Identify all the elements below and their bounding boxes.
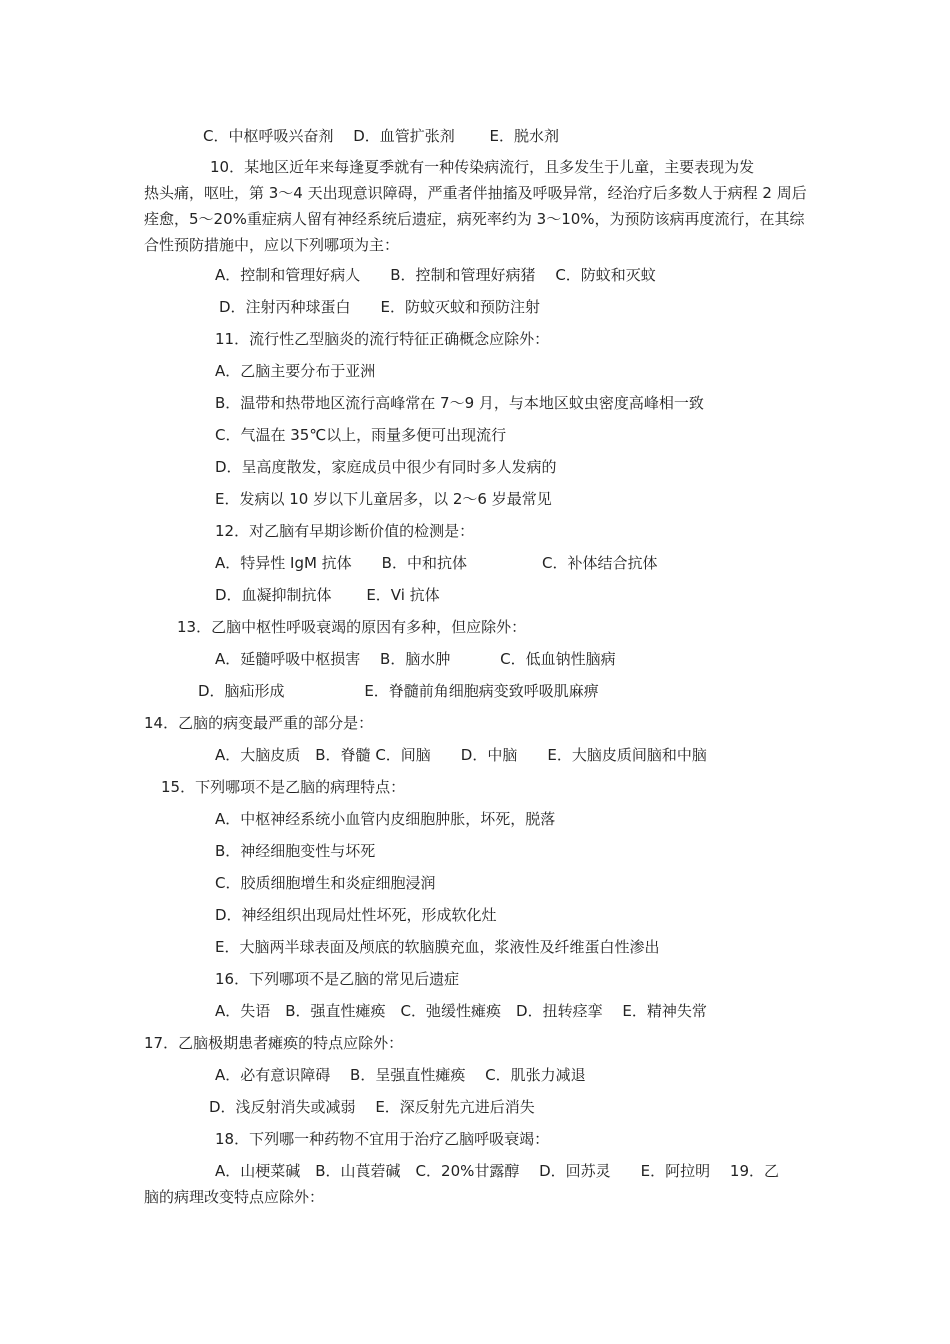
q15-option-e: E．大脑两半球表面及颅底的软脑膜充血，浆液性及纤维蛋白性渗出 bbox=[215, 938, 660, 956]
q18-options-line: A．山梗菜碱 B．山莨菪碱 C．20%甘露醇 D．回苏灵 E．阿拉明 19．乙 bbox=[215, 1162, 780, 1180]
q10-rest: 热头痛，呕吐，第 3～4 天出现意识障碍，严重者伴抽搐及呼吸异常，经治疗后多数人于病程 2 周后痊愈，5～20%重症病人留有神经系统后遗症，病死率约为 3～10%，为预防该病再度流行，在其综合性预防措施中，应以下列哪项为主： bbox=[144, 184, 807, 254]
q9-options-line: C．中枢呼吸兴奋剂 D．血管扩张剂 E．脱水剂 bbox=[203, 127, 560, 145]
q11-option-e: E．发病以 10 岁以下儿童居多，以 2～6 岁最常见 bbox=[215, 490, 552, 508]
q11-option-d: D．呈高度散发，家庭成员中很少有同时多人发病的 bbox=[215, 458, 557, 476]
q11-option-c: C．气温在 35℃以上，雨量多便可出现流行 bbox=[215, 426, 507, 444]
q15-option-b: B．神经细胞变性与坏死 bbox=[215, 842, 376, 860]
q10-options-line-2: D．注射丙种球蛋白 E．防蚊灭蚊和预防注射 bbox=[219, 298, 541, 316]
q14-question: 14．乙脑的病变最严重的部分是： bbox=[144, 714, 374, 732]
q13-options-line-2: D．脑疝形成 E．脊髓前角细胞病变致呼吸肌麻痹 bbox=[198, 682, 599, 700]
q10-question bbox=[144, 154, 808, 258]
q16-options: A．失语 B．强直性瘫痪 C．弛缓性瘫痪 D．扭转痉挛 E．精神失常 bbox=[215, 1002, 707, 1020]
q15-option-c: C．胶质细胞增生和炎症细胞浸润 bbox=[215, 874, 436, 892]
q15-option-a: A．中枢神经系统小血管内皮细胞肿胀，坏死，脱落 bbox=[215, 810, 556, 828]
q18-question: 18．下列哪一种药物不宜用于治疗乙脑呼吸衰竭： bbox=[215, 1130, 550, 1148]
q13-question: 13．乙脑中枢性呼吸衰竭的原因有多种，但应除外： bbox=[177, 618, 527, 636]
q13-options-line-1: A．延髓呼吸中枢损害 B．脑水肿 C．低血钠性脑病 bbox=[215, 650, 616, 668]
q15-question: 15．下列哪项不是乙脑的病理特点： bbox=[161, 778, 406, 796]
q12-options-line-2: D．血凝抑制抗体 E．Vi 抗体 bbox=[215, 586, 440, 604]
q16-question: 16．下列哪项不是乙脑的常见后遗症 bbox=[215, 970, 460, 988]
q14-options: A．大脑皮质 B．脊髓 C．间脑 D．中脑 E．大脑皮质间脑和中脑 bbox=[215, 746, 707, 764]
q17-options-line-1: A．必有意识障碍 B．呈强直性瘫痪 C．肌张力减退 bbox=[215, 1066, 586, 1084]
q12-options-line-1: A．特异性 IgM 抗体 B．中和抗体 C．补体结合抗体 bbox=[215, 554, 658, 572]
q11-option-a: A．乙脑主要分布于亚洲 bbox=[215, 362, 376, 380]
q10-options-line-1: A．控制和管理好病人 B．控制和管理好病猪 C．防蚊和灭蚊 bbox=[215, 266, 656, 284]
q19-question-rest: 脑的病理改变特点应除外： bbox=[144, 1188, 325, 1206]
q15-option-d: D．神经组织出现局灶性坏死，形成软化灶 bbox=[215, 906, 497, 924]
q11-question: 11．流行性乙型脑炎的流行特征正确概念应除外： bbox=[215, 330, 550, 348]
q17-question: 17．乙脑极期患者瘫痪的特点应除外： bbox=[144, 1034, 404, 1052]
q11-option-b: B．温带和热带地区流行高峰常在 7～9 月，与本地区蚊虫密度高峰相一致 bbox=[215, 394, 704, 412]
q18-options-q19 bbox=[144, 1158, 808, 1210]
q10-first-line: 10．某地区近年来每逢夏季就有一种传染病流行，且多发生于儿童，主要表现为发 bbox=[210, 158, 755, 176]
q17-options-line-2: D．浅反射消失或减弱 E．深反射先亢进后消失 bbox=[209, 1098, 535, 1116]
q12-question: 12．对乙脑有早期诊断价值的检测是： bbox=[215, 522, 475, 540]
